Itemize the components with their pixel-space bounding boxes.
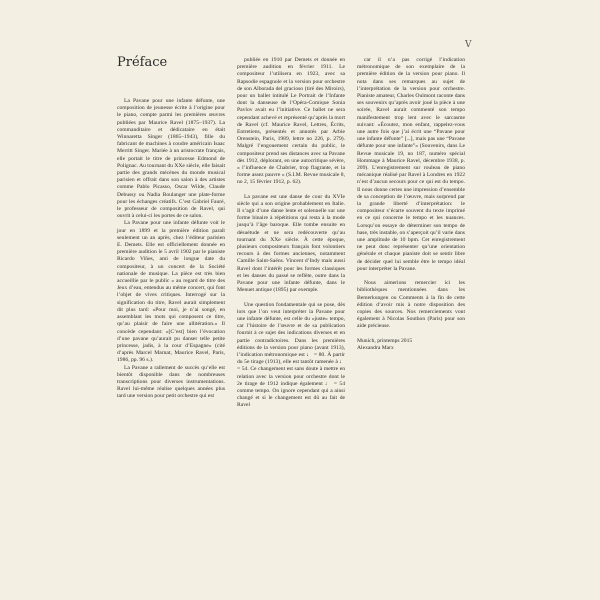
paragraph: Nous aimerions remercier ici les bibliothèques mentionnées dans les Bemerkungen ou Comments à la fin de cette édition d’avoir mis à notre disposition des copies des sources. Nos remerciements vont également à Nicolas Southon (Paris) pour son aide précieuse. bbox=[357, 280, 465, 330]
text-column-1 bbox=[117, 98, 225, 401]
text-column-2 bbox=[237, 57, 345, 410]
text-column-3 bbox=[357, 57, 465, 352]
paragraph: La pavane est une danse de cour du XVIe siècle qui a son origine probablement en Italie. Il s’agit d’une danse lente et solennelle sur une forme binaire à répétitions qui resta à la mode jusqu’à l’âge baroque. Elle tombe ensuite en désuétude et ne sera redécouverte qu’au tournant du XXe siècle. À cette époque, plusieurs compositeurs français font volontiers recours à des formes anciennes, notamment Camille Saint-Saëns. Vincent d’Indy mais aussi Ravel dont l’intérêt pour les formes classiques et les danses du passé se reflète, outre dans la Pavane pour une infante défunte, dans le Menuet antique (1895) par exemple. bbox=[237, 193, 345, 294]
paragraph: car il n’a pas corrigé l’indication métronomique de son exemplaire de la première édition de la version pour piano. Il nota dans ses remarques au sujet de l’interprétation de la version pour orchestre. Pianiste amateur, Charles Oulmont raconte dans ses souvenirs qu’après avoir joué la pièce à une soirée, Ravel aurait commenté son tempo manifestement trop lent avec le sarcasme suivant: «Écoutez, mon enfant, rappelez-vous une autre fois que j’ai écrit une “Pavane pour une infante défunte” [...], mais pas une “Pavane défunte pour une infante”» (Souvenirs, dans Le Revue musicale 19, no 187, numéro spécial Hommage à Maurice Ravel, décembre 1938, p. 209). L’enregistrement sur rouleau de piano mécanique réalisé par Ravel à Londres en 1922 n’est d’aucun secours pour ce qui est du tempo. Il nous donne certes une impression d’ensemble de sa conception de l’œuvre, mais surprend par la grande liberté d’interprétation: le compositeur s’écarte souvent du texte imprimé en ce qui concerne le tempo et les nuances. Lorsqu’on essaye de déterminer son tempo de base, très instable, on s’aperçoit qu’il varie dans une amplitude de 10 bpm. Cet enregistrement ne peut donc représenter qu’une orientation générale et chaque pianiste doit se sentir libre de décider quel lui semble être le tempo idéal pour interpréter la Pavane. bbox=[357, 57, 465, 272]
paragraph: La Pavane pour une infante défunte voit le jour en 1899 et la première édition paraît seulement un an après, chez l’éditeur parisien E. Demets. Elle est officiellement donnée en première audition le 5 avril 1902 par le pianiste Ricardo Viñes, ami de longue date du compositeur, à un concert de la Société nationale de musique. La pièce est très bien accueillie par le public « au regard de titre des Jeux d’eau, entendus au même concert, qui font l’objet de vives critiques. Interrogé sur la signification du titre, Ravel aurait simplement dit plus tard: «Pour moi, je n’ai songé, en assemblant les mots qui composent ce titre, qu’au plaisir de faire une allitération.» Il concède cependant: «[C’est] bien l’évocation d’une pavane qu’aurait pu danser telle petite princesse, jadis, à la cour d’Espagne» (cité d’après Marcel Marnat, Maurice Ravel, Paris, 1986, pp. 96 s.). bbox=[117, 220, 225, 364]
page-title: Préface bbox=[117, 55, 168, 70]
signature-author: Alexandra Marx bbox=[357, 344, 394, 351]
page-number: V bbox=[465, 40, 472, 50]
paragraph: publiée en 1910 par Demets et donnée en première audition en février 1911. Le compositeur l’utilisera en 1923, avec sa Rapsodie espagnole et la version pour orchestre de son Alborada del gracioso (tiré des Miroirs), pour un ballet intitulé Le Portrait de l’Infante dont la danseuse de l’Opéra-Comique Sonia Pavlov avait eu l’initiative. Ce ballet ne sera cependant achevé et représenté qu’après la mort de Ravel (cf. Maurice Ravel, Lettres, Écrits, Entretiens, présentés et annotés par Arbie Orenstein, Paris, 1989, lettre no 226, p. 279). Malgré l’engouement certain du public, le compositeur prend ses distances avec sa Pavane dès 1912, déplorant, en une autocritique sévère, « l’influence de Chabrier, trop flagrante, et la forme assez pauvre » (S.I.M. Revue musicale 8, no 2, 15 février 1912, p. 62). bbox=[237, 57, 345, 186]
paragraph: La Pavane a rallement de succès qu’elle est bientôt disponible dans de nombreuses transcriptions pour diverses instrumentations. Ravel lui-même réalise quelques années plus tard une version pour petit orchestre qui est bbox=[117, 364, 225, 400]
paragraph: Une question fondamentale qui se pose, dès lors que l’on veut interpréter la Pavane pour une infante défunte, est celle du «juste» tempo, car l’histoire de l’œuvre et de sa publication fournit à ce sujet des indications diverses et en partie contradictoires. Dans les premières éditions de la version pour piano (avant 1913), l’indication métronomique est ♩ = 80. À partir du 5e tirage (1913), elle est tantôt ramenée à ♩ = 54. Ce changement est sans doute à mettre en relation avec la version pour orchestre dont le 2e tirage de 1912 indique également ♩ = 54 comme tempo. On ignore cependant qui a ainsi changé et si le changement est dû au fait de Ravel bbox=[237, 301, 345, 409]
signature-place-date: Munich, printemps 2015 bbox=[357, 337, 413, 344]
paragraph: La Pavane pour une infante défunte, une composition de jeunesse écrite à l’origine pour le piano, compte parmi les premières œuvres publiées par Maurice Ravel (1875–1937). La commanditaire et dédicataire en était Winnaretta Singer (1865–1943), fille du fabricant de machines à coudre américain Isaac Merritt Singer. Mariée à un aristocrate français, elle portait le titre de princesse Edmond de Polignac. Au tournant du XXe siècle, elle faisait partie des grands mécènes du monde musical parisien et offrait dans son salon à des artistes comme Pablo Picasso, Oscar Wilde, Claude Debussy ou Nadia Boulanger une plate-forme pour les échanges créatifs. C’est Gabriel Fauré, le professeur de composition de Ravel, qui ouvrit à celui-ci les portes de ce salon. bbox=[117, 98, 225, 220]
